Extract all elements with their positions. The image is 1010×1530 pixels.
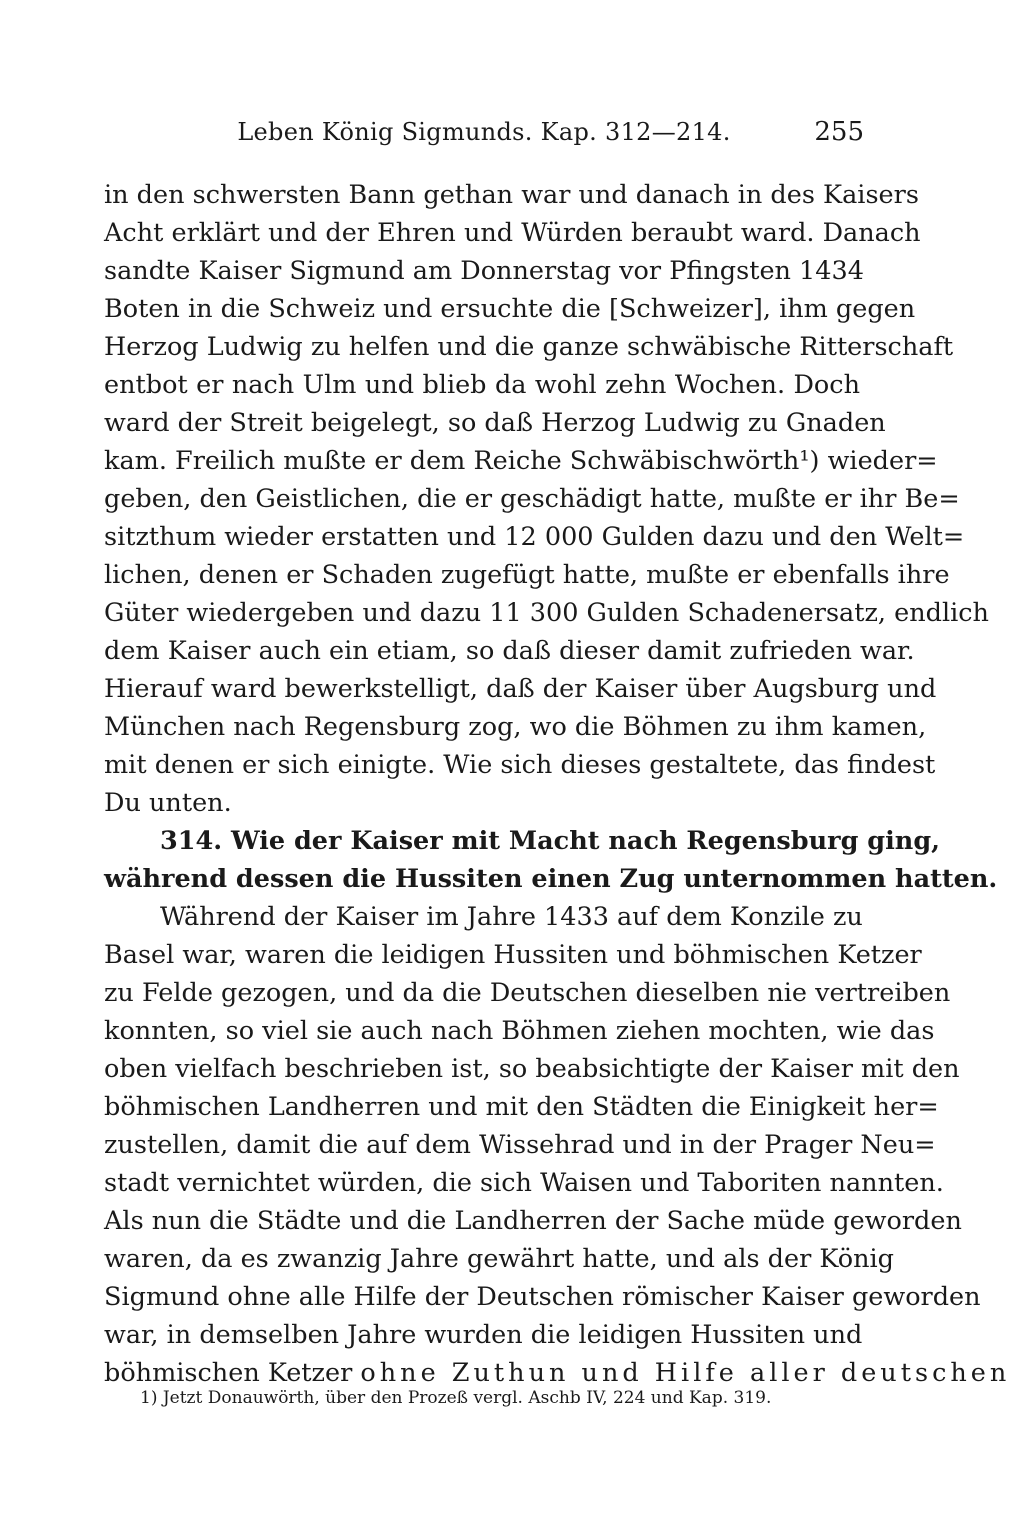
text-line: Hierauf ward bewerkstelligt, daß der Kaiser über Augsburg und [104,674,937,704]
text-line: zu Felde gezogen, und da die Deutschen dieselben nie vertreiben [104,978,951,1008]
page-header [104,112,864,152]
page-number: 255 [814,117,864,147]
text-line: Während der Kaiser im Jahre 1433 auf dem Konzile zu [160,902,863,932]
footnote: 1) Jetzt Donauwörth, über den Prozeß vergl. Aschb IV, 224 und Kap. 319. [140,1388,772,1408]
text-line: mit denen er sich einigte. Wie sich dieses gestaltete, das findest [104,750,936,780]
text-line: München nach Regensburg zog, wo die Böhmen zu ihm kamen, [104,712,927,742]
text-line: Herzog Ludwig zu helfen und die ganze schwäbische Ritterschaft [104,332,954,362]
text-line: böhmischen Landherren und mit den Städten die Einigkeit her= [104,1092,939,1122]
section-heading-line: während dessen die Hussiten einen Zug unternommen hatten. [104,864,998,894]
text-line: stadt vernichtet würden, die sich Waisen und Taboriten nannten. [104,1168,944,1198]
text-line: Basel war, waren die leidigen Hussiten und böhmischen Ketzer [104,940,922,970]
text-line: ward der Streit beigelegt, so daß Herzog Ludwig zu Gnaden [104,408,886,438]
text-line: Sigmund ohne alle Hilfe der Deutschen römischer Kaiser geworden [104,1282,981,1312]
section-heading-line: 314. Wie der Kaiser mit Macht nach Regensburg ging, [160,826,941,856]
text-span: böhmischen Ketzer [104,1358,353,1388]
text-line: Boten in die Schweiz und ersuchte die [Schweizer], ihm gegen [104,294,916,324]
text-line: dem Kaiser auch ein etiam, so daß dieser damit zufrieden war. [104,636,915,666]
text-line: Du unten. [104,788,232,818]
text-line: waren, da es zwanzig Jahre gewährt hatte, und als der König [104,1244,894,1274]
text-line: Güter wiedergeben und dazu 11 300 Gulden Schadenersatz, endlich [104,598,989,628]
text-line: konnten, so viel sie auch nach Böhmen ziehen mochten, wie das [104,1016,935,1046]
text-line: geben, den Geistlichen, die er geschädigt hatte, mußte er ihr Be= [104,484,960,514]
page-body [104,176,1010,1392]
text-line: entbot er nach Ulm und blieb da wohl zehn Wochen. Doch [104,370,860,400]
running-head: Leben König Sigmunds. Kap. 312—214. [237,118,731,146]
text-line: lichen, denen er Schaden zugefügt hatte, mußte er ebenfalls ihre [104,560,950,590]
text-line: in den schwersten Bann gethan war und danach in des Kaisers [104,180,919,210]
text-line: Acht erklärt und der Ehren und Würden beraubt ward. Danach [104,218,921,248]
text-line: kam. Freilich mußte er dem Reiche Schwäbischwörth¹) wieder= [104,446,938,476]
text-line: zustellen, damit die auf dem Wissehrad und in der Prager Neu= [104,1130,936,1160]
text-line: sandte Kaiser Sigmund am Donnerstag vor Pfingsten 1434 [104,256,864,286]
text-line: Als nun die Städte und die Landherren der Sache müde geworden [104,1206,962,1236]
text-line: oben vielfach beschrieben ist, so beabsichtigte der Kaiser mit den [104,1054,960,1084]
spaced-text-span: ohne Zuthun und Hilfe aller deutschen [360,1358,1010,1388]
text-line: war, in demselben Jahre wurden die leidigen Hussiten und [104,1320,863,1350]
text-line: sitzthum wieder erstatten und 12 000 Gulden dazu und den Welt= [104,522,965,552]
